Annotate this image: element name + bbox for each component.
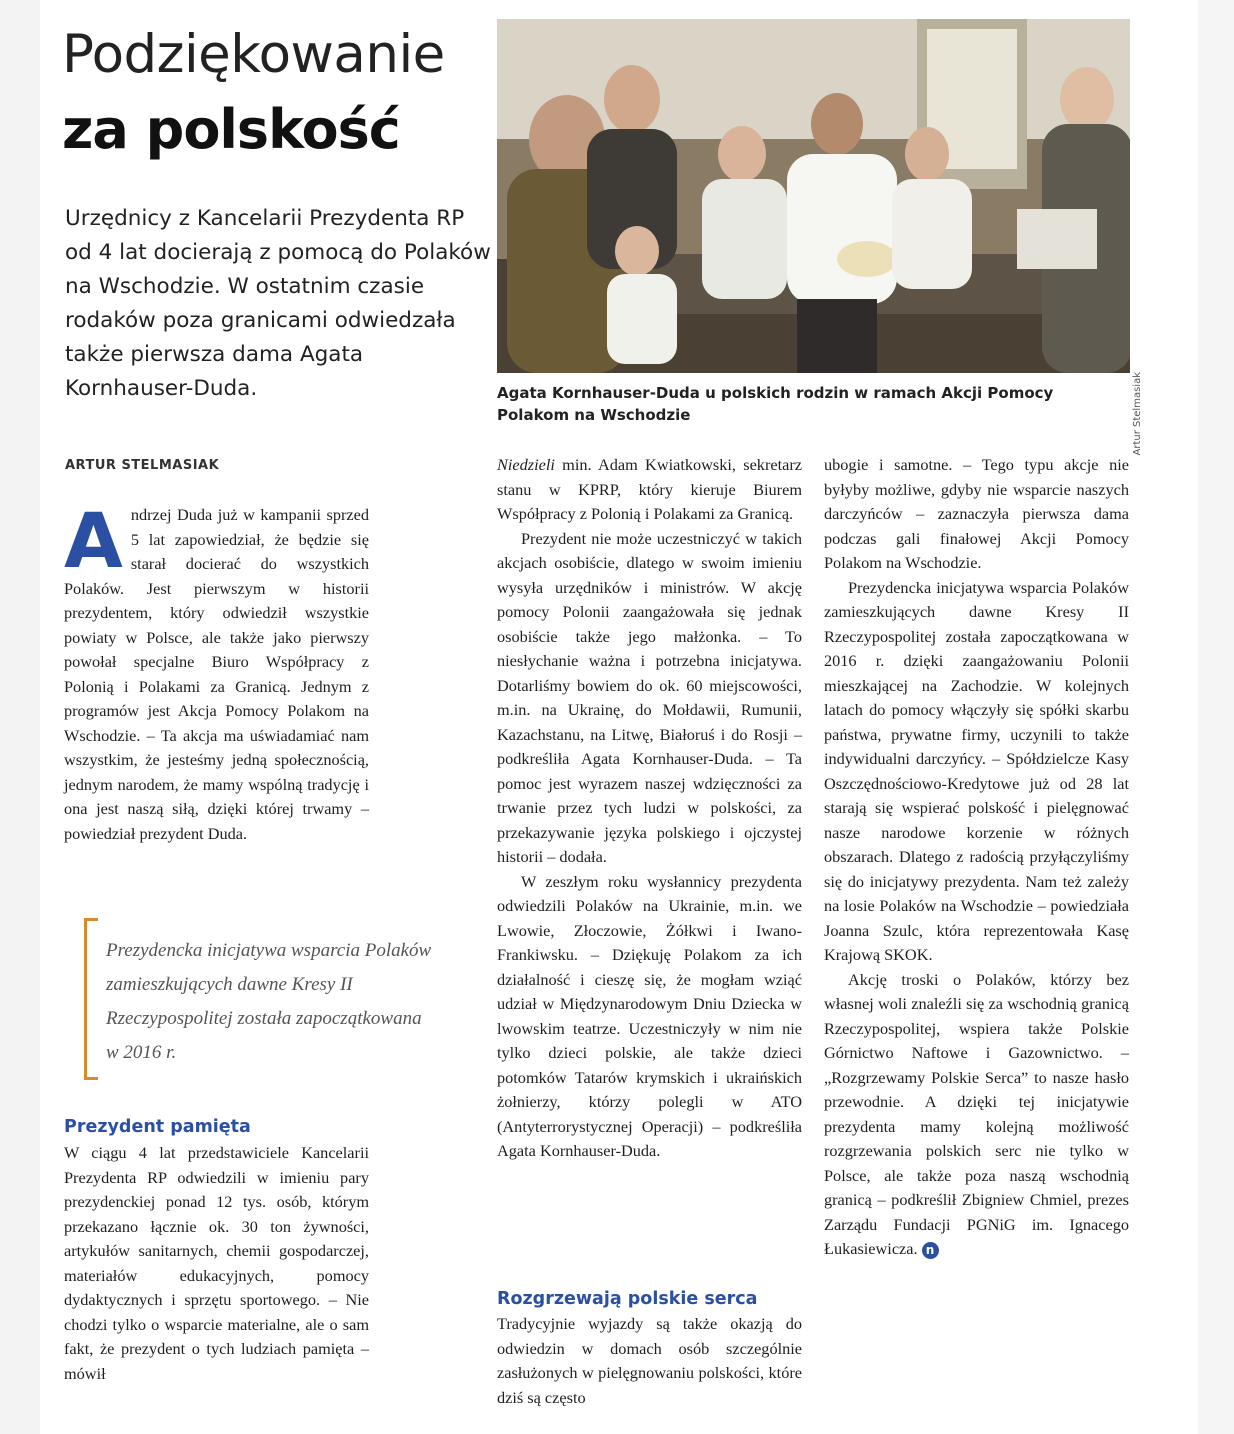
article-title-line1: Podziękowanie bbox=[62, 24, 445, 85]
article-lead: Urzędnicy z Kancelarii Prezydenta RP od 4 lat docierają z pomocą do Polaków na Wschodzie. W ostatnim czasie rodaków poza granicami odwiedzała także pierwsza dama Agata Kornhauser-Duda. bbox=[65, 206, 491, 401]
page-left-edge bbox=[0, 0, 40, 1434]
column1-paragraph-1 bbox=[64, 496, 369, 846]
subhead-prezydent-pamieta: Prezydent pamięta bbox=[64, 1117, 251, 1137]
pullquote-frame-gap-bottom bbox=[98, 1074, 388, 1084]
column2-italic-word: Niedzieli bbox=[497, 455, 555, 474]
article-column-1 bbox=[64, 496, 369, 846]
dropcap: A bbox=[64, 496, 123, 585]
column1-paragraph-2: W ciągu 4 lat przedstawiciele Kancelarii Prezydenta RP odwiedzili w imieniu pary prezydenckiej ponad 12 tys. osób, którym przekazano łącznie ok. 30 ton żywności, artykułów sanitarnych, chemii gospodarczej, materiałów edukacyjnych, pomocy dydaktycznych i sprzętu sportowego. – Nie chodzi tylko o wsparcie materialne, ale o sam fakt, że prezydent o tych ludziach pamięta – mówił bbox=[64, 1143, 369, 1383]
article-author: ARTUR STELMASIAK bbox=[65, 458, 220, 473]
article-column-1-lower bbox=[64, 1141, 369, 1386]
article-photo bbox=[497, 19, 1130, 373]
photo-credit: Artur Stelmasiak bbox=[1132, 372, 1143, 456]
photo-family-scene-icon bbox=[497, 19, 1130, 373]
column3-paragraph-3-text: Akcję troski o Polaków, którzy bez własnej woli znaleźli się za wschodnią granicą Rzeczypospolitej, wspiera także Polskie Górnictwo Naftowe i Gazownictwo. – „Rozgrzewamy Polskie Serca” to nasze hasło przewodnie. A dzięki tej inicjatywie prezydenta mamy kolejną możliwość rozgrzewania polskich serc nie tylko w Polsce, ale także poza naszą wschodnią granicą – podkreślił Zbigniew Chmiel, prezes Zarządu Fundacji PGNiG im. Ignacego Łukasiewicza. bbox=[824, 969, 1129, 1258]
article-column-2 bbox=[497, 453, 802, 1164]
subhead-rozgrzewaja-polskie-serca: Rozgrzewają polskie serca bbox=[497, 1289, 758, 1309]
article-column-3 bbox=[824, 453, 1129, 1262]
article-title-line2: za polskość bbox=[62, 98, 400, 161]
pullquote-frame-gap-top bbox=[98, 914, 388, 924]
column1-paragraph-1-text: ndrzej Duda już w kampanii sprzed 5 lat zapowiedział, że będzie się starał docierać do wszystkich Polaków. Jest pierwszym w historii prezydentem, który odwiedził wszystkie powiaty w Polsce, ale także jako pierwszy powołał specjalne Biuro Współpracy z Polonią i Polakami za Granicą. Jednym z programów jest Akcja Pomocy Polakom na Wschodzie. – Ta akcja ma uświadamiać nam wszystkim, że jesteśmy jedną społecznością, jednym narodem, że mamy wspólną tradycję i ona jest naszą siłą, dzięki której trwamy – powiedział prezydent Duda. bbox=[64, 505, 369, 843]
column2-paragraph-1-text: min. Adam Kwiatkowski, sekretarz stanu w KPRP, który kieruje Biurem Współpracy z Polonią i Polakami za Granicą. bbox=[497, 455, 802, 523]
column3-paragraph-2: Prezydencka inicjatywa wsparcia Polaków zamieszkujących dawne Kresy II Rzeczypospolitej została zapoczątkowana w 2016 r. dzięki zaangażowaniu Polonii mieszkającej na Zachodzie. W kolejnych latach do pomocy włączyły się spółki skarbu państwa, prywatne firmy, uczynili to także indywidualni darczyńcy. – Spółdzielcze Kasy Oszczędnościowo-Kredytowe już od 28 lat starają się wspierać polskość i pielęgnować nasze narodowe korzenie w różnych obszarach. Dlatego z radością przyłączyliśmy się do inicjatywy prezydenta. Nam też zależy na losie Polaków na Wschodzie – powiedziała Joanna Szulc, która reprezentowała Kasę Krajową SKOK. bbox=[824, 577, 1129, 964]
article-column-2-lower bbox=[497, 1312, 802, 1410]
pullquote: Prezydencka inicjatywa wsparcia Polaków zamieszkujących dawne Kresy II Rzeczypospolitej została zapoczątkowana w 2016 r. bbox=[106, 940, 432, 1063]
end-of-article-icon: n bbox=[922, 1242, 939, 1259]
column2-paragraph-4: Tradycyjnie wyjazdy są także okazją do odwiedzin w domach osób szczególnie zasłużonych w pielęgnowaniu polskości, które dziś są często bbox=[497, 1314, 802, 1407]
column2-paragraph-2: Prezydent nie może uczestniczyć w takich akcjach osobiście, dlatego w swoim imieniu wysyła urzędników i ministrów. W akcję pomocy Polonii zaangażowała się jednak osobiście także jego małżonka. – To niesłychanie ważna i potrzebna inicjatywa. Dotarliśmy bowiem do ok. 60 miejscowości, m.in. na Ukrainę, do Mołdawii, Rumunii, Kazachstanu, na Litwę, Białoruś i do Rosji – podkreśliła Agata Kornhauser-Duda. – Ta pomoc jest wyrazem naszej wdzięczności za trwanie przez tych ludzi w polskości, za przekazywanie języka polskiego i ojczystej historii – dodała. bbox=[497, 528, 802, 866]
page-right-edge bbox=[1198, 0, 1234, 1434]
photo-caption: Agata Kornhauser-Duda u polskich rodzin w ramach Akcji Pomocy Polakom na Wschodzie bbox=[497, 384, 1054, 424]
column2-paragraph-3: W zeszłym roku wysłannicy prezydenta odwiedzili Polaków na Ukrainie, m.in. we Lwowie, Złoczowie, Żółkwi i Iwano-Frankiwsku. – Dziękuję Polakom za ich działalność i cieszę się, że mogłam wziąć udział w Międzynarodowym Dniu Dziecka w lwowskim teatrze. Uczestniczyły w nim nie tylko dzieci polskie, ale także dzieci potomków Tatarów krymskich i ukraińskich żołnierzy, którzy polegli w ATO (Antyterrorystycznej Operacji) – podkreśliła Agata Kornhauser-Duda. bbox=[497, 871, 802, 1160]
column2-paragraph-1 bbox=[497, 453, 802, 527]
column3-paragraph-3 bbox=[824, 968, 1129, 1262]
column3-paragraph-1: ubogie i samotne. – Tego typu akcje nie byłyby możliwe, gdyby nie wsparcie naszych darczyńców – zaznaczyła pierwsza dama podczas gali finałowej Akcji Pomocy Polakom na Wschodzie. bbox=[824, 455, 1129, 572]
